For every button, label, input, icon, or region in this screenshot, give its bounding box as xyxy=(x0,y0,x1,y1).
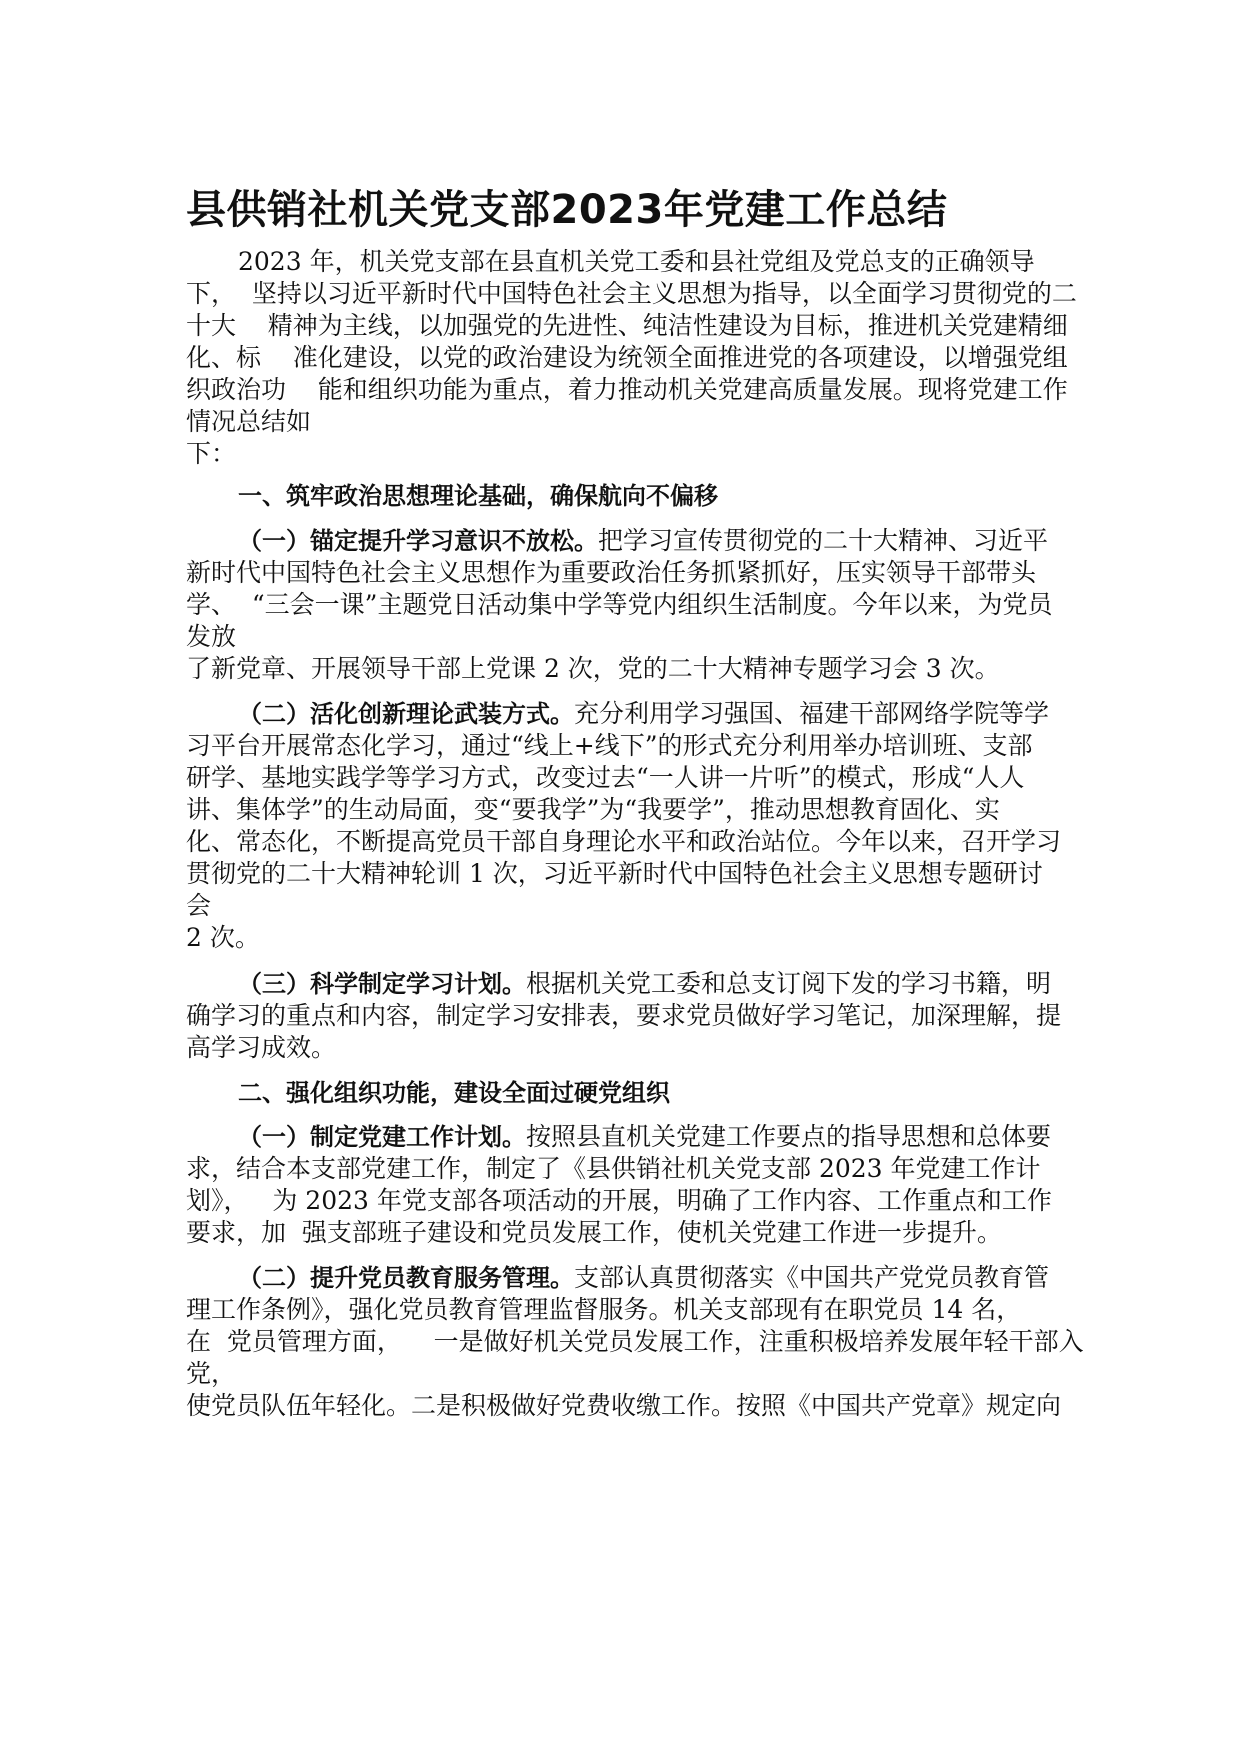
paragraph-line: 求，结合本支部党建工作，制定了《县供销社机关党支部 2023 年党建工作计 xyxy=(186,1154,1041,1183)
intro-line: 化、标 准化建设，以党的政治建设为统领全面推进党的各项建设，以增强党组 xyxy=(186,343,1068,372)
paragraph-line: 会 xyxy=(186,891,212,920)
paragraph-lead: （二）提升党员教育服务管理。 xyxy=(238,1264,574,1292)
intro-line: 织政治功 能和组织功能为重点，着力推动机关党建高质量发展。现将党建工作 xyxy=(186,375,1068,404)
paragraph-line: 发放 xyxy=(186,622,237,651)
paragraph-text: 支部认真贯彻落实《中国共产党党员教育管 xyxy=(574,1263,1050,1292)
paragraph-line: 习平台开展常态化学习，通过“线上+线下”的形式充分利用举办培训班、支部 xyxy=(186,731,1033,760)
paragraph-line: 要求，加 强支部班子建设和党员发展工作，使机关党建工作进一步提升。 xyxy=(186,1218,1002,1247)
paragraph-lead: （二）活化创新理论武装方式。 xyxy=(238,700,574,728)
paragraph-text: 把学习宣传贯彻党的二十大精神、习近平 xyxy=(598,526,1049,555)
section-heading: 二、强化组织功能，建设全面过硬党组织 xyxy=(238,1079,670,1107)
intro-line: 十大 精神为主线，以加强党的先进性、纯洁性建设为目标，推进机关党建精细 xyxy=(186,311,1068,340)
paragraph-first-line xyxy=(238,1262,1049,1294)
paragraph-line: 在 党员管理方面， 一是做好机关党员发展工作，注重积极培养发展年轻干部入 xyxy=(186,1327,1084,1356)
paragraph-line: 贯彻党的二十大精神轮训 1 次，习近平新时代中国特色社会主义思想专题研讨 xyxy=(186,859,1043,888)
paragraph-line: 化、常态化，不断提高党员干部自身理论水平和政治站位。今年以来，召开学习 xyxy=(186,827,1062,856)
paragraph-line: 理工作条例》，强化党员教育管理监督服务。机关支部现有在职党员 14 名， xyxy=(186,1295,1022,1324)
paragraph-line: 了新党章、开展领导干部上党课 2 次，党的二十大精神专题学习会 3 次。 xyxy=(186,654,1000,683)
paragraph-line: 新时代中国特色社会主义思想作为重要政治任务抓紧抓好，压实领导干部带头 xyxy=(186,558,1037,587)
paragraph-first-line xyxy=(238,525,1048,557)
paragraph-line: 高学习成效。 xyxy=(186,1033,337,1062)
section-heading: 一、筑牢政治思想理论基础，确保航向不偏移 xyxy=(238,482,718,510)
intro-line: 下， 坚持以习近平新时代中国特色社会主义思想为指导，以全面学习贯彻党的二 xyxy=(186,279,1077,308)
paragraph-text: 根据机关党工委和总支订阅下发的学习书籍，明 xyxy=(526,969,1052,998)
paragraph-line: 讲、集体学”的生动局面，变“要我学”为“我要学”，推动思想教育固化、实 xyxy=(186,795,1000,824)
paragraph-first-line xyxy=(238,698,1049,730)
paragraph-line: 划》， 为 2023 年党支部各项活动的开展，明确了工作内容、工作重点和工作 xyxy=(186,1186,1052,1215)
paragraph-lead: （一）锚定提升学习意识不放松。 xyxy=(238,527,598,555)
paragraph-line: 研学、基地实践学等学习方式，改变过去“一人讲一片听”的模式，形成“人人 xyxy=(186,763,1025,792)
intro-line: 情况总结如 xyxy=(186,407,312,436)
intro-line: 2023 年，机关党支部在县直机关党工委和县社党组及党总支的正确领导 xyxy=(238,247,1035,276)
paragraph-text: 充分利用学习强国、福建干部网络学院等学 xyxy=(574,699,1050,728)
paragraph-first-line xyxy=(238,1121,1051,1153)
paragraph-first-line xyxy=(238,968,1051,1000)
paragraph-lead: （三）科学制定学习计划。 xyxy=(238,970,526,998)
paragraph-line: 学、 “三会一课”主题党日活动集中学等党内组织生活制度。今年以来，为党员 xyxy=(186,590,1053,619)
paragraph-line: 确学习的重点和内容，制定学习安排表，要求党员做好学习笔记，加深理解，提 xyxy=(186,1001,1062,1030)
paragraph-text: 按照县直机关党建工作要点的指导思想和总体要 xyxy=(526,1122,1052,1151)
paragraph-line: 党， xyxy=(186,1359,237,1388)
paragraph-line: 使党员队伍年轻化。二是积极做好党费收缴工作。按照《中国共产党章》规定向 xyxy=(186,1391,1062,1420)
intro-line: 下： xyxy=(186,439,237,468)
document-title: 县供销社机关党支部2023年党建工作总结 xyxy=(186,187,948,233)
paragraph-lead: （一）制定党建工作计划。 xyxy=(238,1123,526,1151)
paragraph-line: 2 次。 xyxy=(186,923,260,952)
